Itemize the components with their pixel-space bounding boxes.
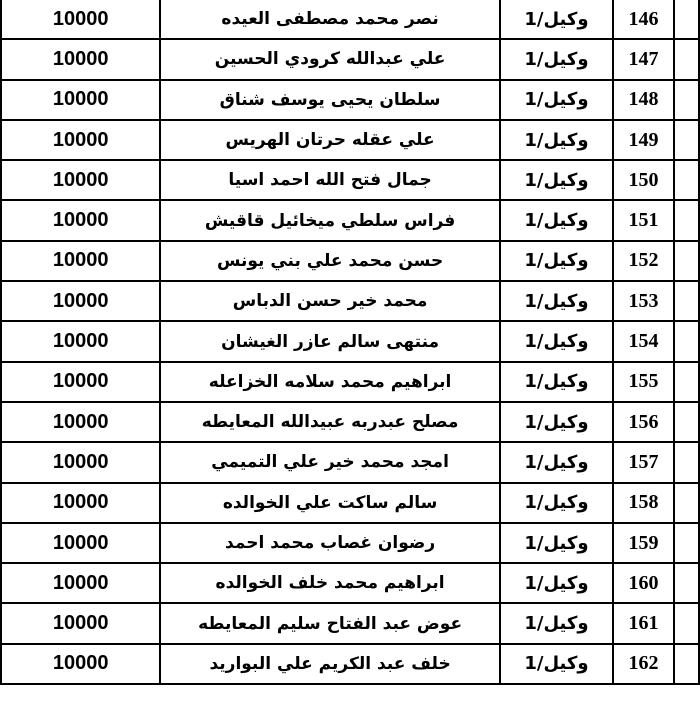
rank-cell: وكيل/1 (500, 321, 613, 361)
roster-body (1, 0, 699, 684)
margin-cell (674, 80, 699, 120)
rank-cell: وكيل/1 (500, 362, 613, 402)
rank-cell: وكيل/1 (500, 0, 613, 39)
name-cell: علي عقله حرتان الهريس (160, 120, 500, 160)
name-cell: خلف عبد الكريم علي البواريد (160, 644, 500, 684)
name-cell: حسن محمد علي بني يونس (160, 241, 500, 281)
table-row (1, 39, 699, 79)
name-cell: علي عبدالله كرودي الحسين (160, 39, 500, 79)
rank-cell: وكيل/1 (500, 281, 613, 321)
margin-cell (674, 483, 699, 523)
table-row (1, 200, 699, 240)
amount-cell: 10000 (1, 0, 160, 39)
margin-cell (674, 0, 699, 39)
name-cell: سلطان يحيى يوسف شناق (160, 80, 500, 120)
table-row (1, 120, 699, 160)
amount-cell: 10000 (1, 200, 160, 240)
name-cell: ابراهيم محمد سلامه الخزاعله (160, 362, 500, 402)
amount-cell: 10000 (1, 80, 160, 120)
name-cell: نصر محمد مصطفى العيده (160, 0, 500, 39)
amount-cell: 10000 (1, 362, 160, 402)
table-row (1, 241, 699, 281)
amount-cell: 10000 (1, 523, 160, 563)
table-row (1, 402, 699, 442)
serial-number-cell: 150 (613, 160, 674, 200)
rank-cell: وكيل/1 (500, 80, 613, 120)
amount-cell: 10000 (1, 644, 160, 684)
serial-number-cell: 162 (613, 644, 674, 684)
table-row (1, 362, 699, 402)
amount-cell: 10000 (1, 120, 160, 160)
table-row (1, 563, 699, 603)
amount-cell: 10000 (1, 160, 160, 200)
margin-cell (674, 442, 699, 482)
margin-cell (674, 120, 699, 160)
name-cell: سالم ساكت علي الخوالده (160, 483, 500, 523)
name-cell: مصلح عبدربه عبيدالله المعايطه (160, 402, 500, 442)
rank-cell: وكيل/1 (500, 120, 613, 160)
amount-cell: 10000 (1, 241, 160, 281)
margin-cell (674, 160, 699, 200)
margin-cell (674, 39, 699, 79)
serial-number-cell: 151 (613, 200, 674, 240)
rank-cell: وكيل/1 (500, 160, 613, 200)
serial-number-cell: 155 (613, 362, 674, 402)
amount-cell: 10000 (1, 39, 160, 79)
amount-cell: 10000 (1, 402, 160, 442)
rank-cell: وكيل/1 (500, 241, 613, 281)
table-row (1, 321, 699, 361)
margin-cell (674, 603, 699, 643)
name-cell: ابراهيم محمد خلف الخوالده (160, 563, 500, 603)
name-cell: رضوان غصاب محمد احمد (160, 523, 500, 563)
amount-cell: 10000 (1, 483, 160, 523)
amount-cell: 10000 (1, 603, 160, 643)
serial-number-cell: 156 (613, 402, 674, 442)
name-cell: فراس سلطي ميخائيل قاقيش (160, 200, 500, 240)
serial-number-cell: 152 (613, 241, 674, 281)
rank-cell: وكيل/1 (500, 523, 613, 563)
serial-number-cell: 157 (613, 442, 674, 482)
margin-cell (674, 200, 699, 240)
serial-number-cell: 153 (613, 281, 674, 321)
table-row (1, 281, 699, 321)
amount-cell: 10000 (1, 321, 160, 361)
rank-cell: وكيل/1 (500, 563, 613, 603)
margin-cell (674, 402, 699, 442)
serial-number-cell: 148 (613, 80, 674, 120)
table-row (1, 523, 699, 563)
serial-number-cell: 161 (613, 603, 674, 643)
table-row (1, 0, 699, 39)
margin-cell (674, 644, 699, 684)
table-row (1, 442, 699, 482)
margin-cell (674, 281, 699, 321)
serial-number-cell: 158 (613, 483, 674, 523)
name-cell: جمال فتح الله احمد اسيا (160, 160, 500, 200)
amount-cell: 10000 (1, 563, 160, 603)
table-row (1, 603, 699, 643)
amount-cell: 10000 (1, 281, 160, 321)
rank-cell: وكيل/1 (500, 442, 613, 482)
serial-number-cell: 147 (613, 39, 674, 79)
rank-cell: وكيل/1 (500, 603, 613, 643)
rank-cell: وكيل/1 (500, 200, 613, 240)
rank-cell: وكيل/1 (500, 644, 613, 684)
table-row (1, 160, 699, 200)
serial-number-cell: 146 (613, 0, 674, 39)
name-cell: عوض عبد الفتاح سليم المعايطه (160, 603, 500, 643)
name-cell: امجد محمد خير علي التميمي (160, 442, 500, 482)
table-row (1, 483, 699, 523)
serial-number-cell: 154 (613, 321, 674, 361)
margin-cell (674, 563, 699, 603)
serial-number-cell: 149 (613, 120, 674, 160)
rank-cell: وكيل/1 (500, 39, 613, 79)
margin-cell (674, 523, 699, 563)
margin-cell (674, 321, 699, 361)
margin-cell (674, 362, 699, 402)
rank-cell: وكيل/1 (500, 402, 613, 442)
table-row (1, 644, 699, 684)
table-row (1, 80, 699, 120)
name-cell: منتهى سالم عازر الغيشان (160, 321, 500, 361)
amount-cell: 10000 (1, 442, 160, 482)
margin-cell (674, 241, 699, 281)
name-cell: محمد خير حسن الدباس (160, 281, 500, 321)
serial-number-cell: 159 (613, 523, 674, 563)
serial-number-cell: 160 (613, 563, 674, 603)
rank-cell: وكيل/1 (500, 483, 613, 523)
